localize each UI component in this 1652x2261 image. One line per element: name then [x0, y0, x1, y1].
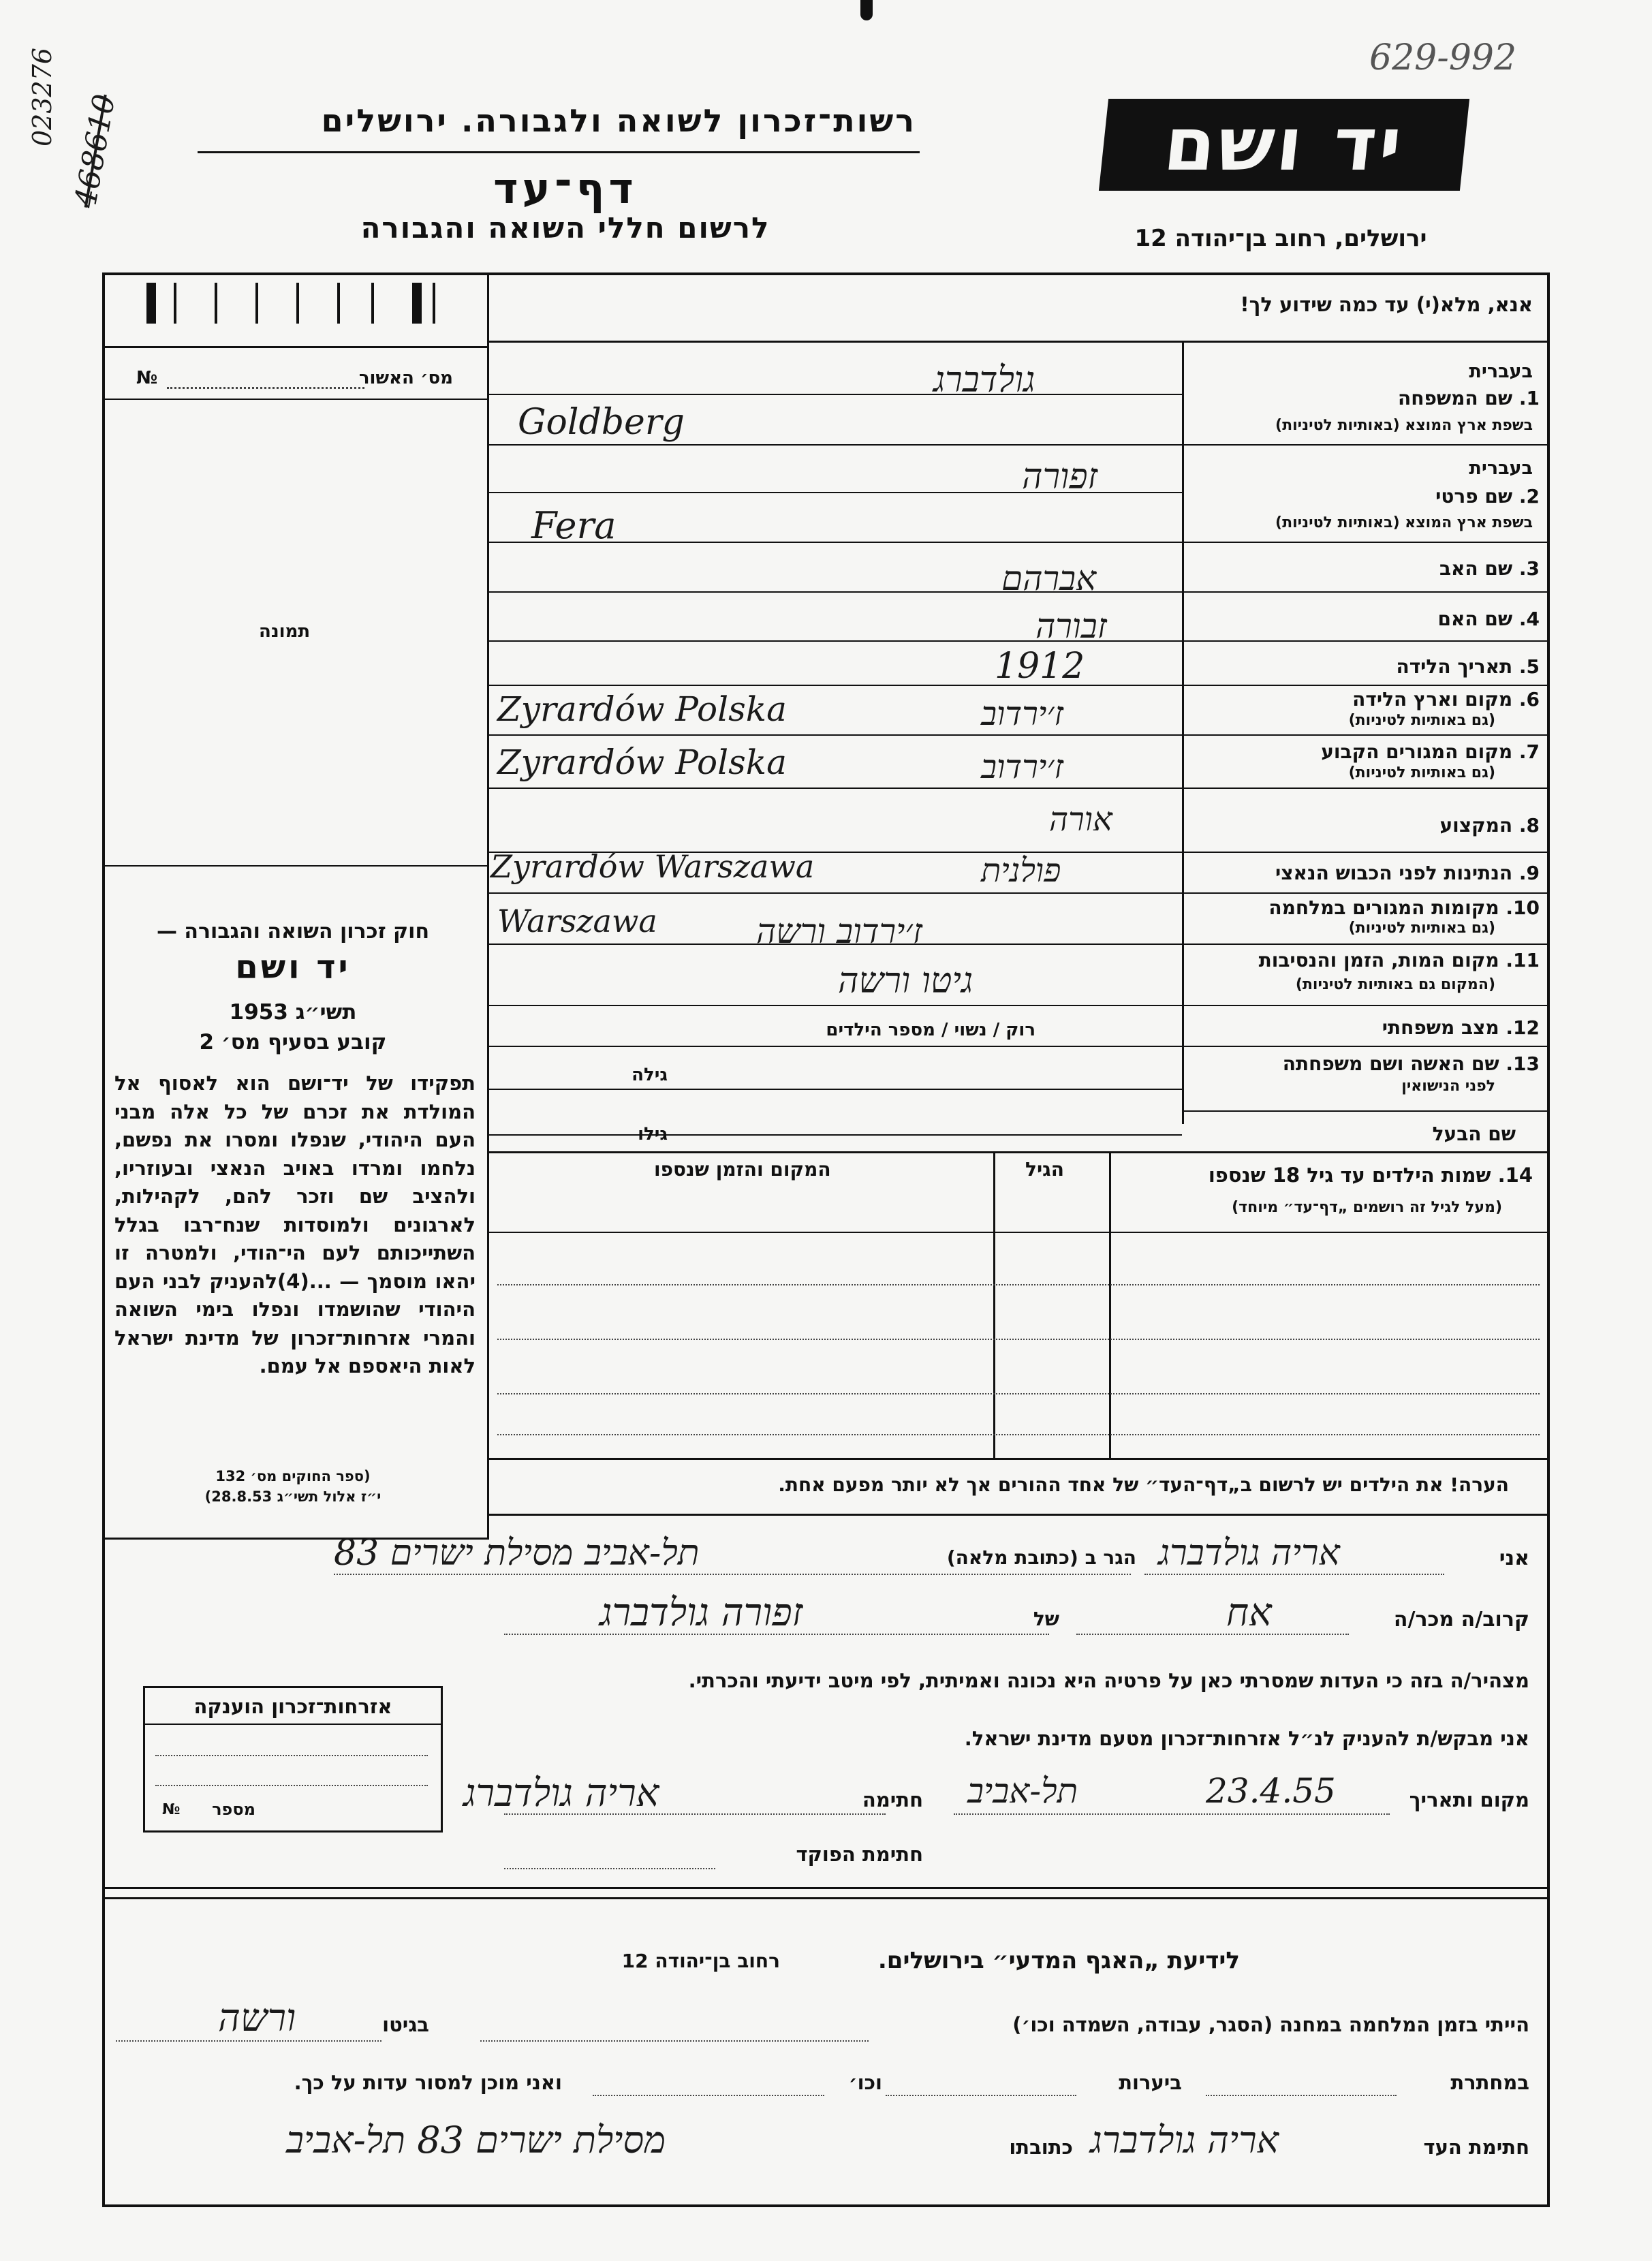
footer-sep-1: [102, 1887, 1550, 1889]
death-place-value[interactable]: גיטו ורשה: [838, 961, 973, 1001]
answer-line: [489, 1134, 1182, 1136]
father-value[interactable]: אברהם: [1001, 559, 1097, 598]
decl-line1-b: הגר ב (כתובת מלאה): [946, 1546, 1136, 1569]
birth-place-he-value[interactable]: ז׳ירדוב: [981, 695, 1063, 733]
item-5-label: 5. תאריך הלידה: [1396, 655, 1540, 678]
decl-line2-b: של: [1033, 1608, 1059, 1630]
citizenship-number-sign: №: [162, 1801, 181, 1818]
war-places2-he-value[interactable]: ז׳ירדוב ורשה: [756, 911, 922, 951]
signature-value[interactable]: אריה גולדברג: [463, 1771, 659, 1815]
row-sep: [1182, 685, 1550, 686]
stamp-bars: [146, 283, 446, 324]
children-header-line: [489, 1232, 1550, 1233]
answer-line: [489, 892, 1182, 894]
remark: הערה! את הילדים יש לרשום ב„דף־העד״ של אחד ההורים אך לא יותר מפעם אחת.: [778, 1473, 1509, 1496]
hiding-label: במחתרת: [1450, 2071, 1529, 2094]
decl-line1-a: אני: [1499, 1546, 1529, 1570]
ready-text: ואני מוכן למסור עדות על כך.: [294, 2071, 562, 2094]
surname-lat-value[interactable]: Goldberg: [518, 402, 685, 443]
children-col-div-2: [1109, 1151, 1111, 1458]
item-1-top: בעברית: [1469, 361, 1533, 382]
row-sep: [1182, 734, 1550, 736]
first-he-value[interactable]: זפורה: [1022, 456, 1098, 497]
husband-label: שם הבעל: [1432, 1123, 1516, 1145]
residence-he-value[interactable]: ז׳ירדוב: [981, 748, 1063, 786]
law-title: חוק זכרון השואה והגבורה —: [156, 920, 430, 944]
section-14-top: [489, 1151, 1550, 1153]
declarant-value[interactable]: אריה גולדברג: [1158, 1533, 1340, 1574]
children-col-div-1: [993, 1151, 995, 1458]
item-10-label: 10. מקומות המגורים במלחמה: [1268, 896, 1540, 919]
stamp-line: [102, 346, 489, 348]
marital-options: רוק / נשוי / מספר הילדים: [826, 1020, 1035, 1040]
date-value[interactable]: 23.4.55: [1206, 1771, 1336, 1811]
relation-field[interactable]: [1076, 1634, 1349, 1635]
camp-line: הייתי בזמן המלחמה במחנה (הסגר, עבודה, השמדה וכו׳): [1012, 2013, 1529, 2036]
page-subtitle: לרשום חללי השואה והגבורה: [360, 211, 770, 245]
item-1-sub: בשפת ארץ המוצא (באותיות לטיניות): [1275, 417, 1533, 434]
record-number: 629-992: [1369, 37, 1517, 78]
footer-title: לידיעת „האגף המדעי״ בירושלים.: [877, 1947, 1240, 1974]
corner-mark: [860, 0, 873, 20]
surname-he-value[interactable]: גולדברג: [933, 360, 1035, 401]
hiding-field[interactable]: [1206, 2095, 1397, 2096]
left-panel-divider: [487, 272, 489, 1540]
citizenship-line-2[interactable]: [155, 1785, 428, 1786]
row-sep: [1182, 1005, 1550, 1006]
ghetto-field[interactable]: [116, 2040, 381, 2042]
place-date-label: מקום ותאריך: [1409, 1788, 1529, 1811]
logo-text: יד ושם: [1159, 102, 1409, 187]
row-sep: [1182, 788, 1550, 789]
place-value[interactable]: תל-אביב: [967, 1771, 1078, 1811]
answer-line: [489, 444, 1182, 446]
children-col-age: הגיל: [1025, 1158, 1064, 1181]
item-11-label: 11. מקום המות, הזמן והנסיבות: [1258, 949, 1540, 971]
profession-value[interactable]: אורה: [1049, 800, 1112, 839]
place-date-field[interactable]: [954, 1813, 1390, 1815]
answer-line: [489, 394, 1182, 395]
item-13-label: 13. שם האשה ושם משפחתה: [1282, 1052, 1540, 1075]
birth-place-lat-value[interactable]: Zyrardów Polska: [497, 689, 787, 729]
children-row-4[interactable]: [497, 1434, 1540, 1435]
photo-label: תמונה: [259, 621, 311, 642]
birth-date-value[interactable]: 1912: [995, 646, 1085, 687]
remark-bottom: [489, 1514, 1550, 1516]
ghetto-label: בגיטו: [382, 2013, 429, 2036]
law-ref-1: (ספר החוקים מס׳ 132: [215, 1468, 371, 1484]
row-sep: [1182, 591, 1550, 593]
item-3-label: 3. שם האב: [1439, 557, 1540, 580]
war-places2-lat-value[interactable]: Warszawa: [497, 903, 657, 939]
etc-field[interactable]: [593, 2095, 824, 2096]
first-lat-value[interactable]: Fera: [531, 504, 617, 547]
item-7-label: 7. מקום המגורים הקבוע: [1321, 740, 1540, 763]
item-2-label: 2. שם פרטי: [1435, 485, 1540, 508]
photo-bottom: [102, 865, 489, 867]
row-sep: [1182, 852, 1550, 853]
declarant-field[interactable]: [1144, 1574, 1444, 1575]
ghetto-value[interactable]: ורשה: [218, 1996, 296, 2040]
form-intro: אנא, מלא(י) עד כמה שידוע לך!: [1240, 293, 1533, 316]
children-note: (מעל לגיל זה רושמים „דף־עד״ מיוחד): [1232, 1199, 1502, 1216]
witness-sig-label: חתימת העד: [1423, 2136, 1529, 2159]
decl-line2-a: קרוב/ה מכר/ה: [1393, 1608, 1529, 1632]
children-row-3[interactable]: [497, 1393, 1540, 1394]
logo: [1099, 99, 1469, 191]
law-name: יד ושם: [235, 948, 351, 986]
footer-address: רחוב בן־יהודה 12: [621, 1950, 780, 1972]
authority-underline: [198, 151, 920, 153]
camp-field[interactable]: [480, 2040, 869, 2042]
answer-line: [489, 1005, 1182, 1006]
nationality-value[interactable]: פולנית: [981, 852, 1061, 890]
address-value[interactable]: תל-אביב מסילת ישרים 83: [334, 1533, 700, 1574]
row-sep: [1182, 1046, 1550, 1047]
item-1-label: 1. שם המשפחה: [1398, 387, 1540, 409]
row-sep: [1182, 892, 1550, 894]
children-title: 14. שמות הילדים עד גיל 18 שנספו: [1208, 1164, 1533, 1187]
citizenship-title-line: [143, 1724, 443, 1725]
permit-no-label: מס׳ האשור: [358, 368, 453, 388]
footer-sep-2: [102, 1897, 1550, 1899]
answer-line: [489, 1046, 1182, 1047]
witness-addr-value[interactable]: מסילת ישרים 83 תל-אביב: [286, 2119, 666, 2162]
item-2-top: בעברית: [1469, 458, 1533, 479]
children-bottom: [489, 1458, 1550, 1460]
war-places-lat-value[interactable]: Zyrardów Warszawa: [490, 848, 815, 885]
item-13-sub: לפני הנישואין: [1401, 1078, 1495, 1095]
row-sep: [1182, 444, 1550, 446]
permit-underline: [102, 399, 489, 400]
relation-value[interactable]: אח: [1226, 1591, 1272, 1635]
item-9-label: 9. הנתינות לפני הכבוש הנאצי: [1275, 862, 1540, 884]
label-divider: [1182, 341, 1184, 1124]
item-11-sub: (המקום גם באותיות לטיניות): [1295, 976, 1495, 993]
witness-addr-label: כתובתו: [1009, 2136, 1073, 2159]
item-10-sub: (גם באותיות לטיניות): [1348, 920, 1495, 937]
page-title: דף־עד: [493, 163, 638, 213]
permit-no-field[interactable]: [167, 387, 364, 389]
forests-field[interactable]: [886, 2095, 1076, 2096]
decl-line3: מצהיר/ה בזה כי העדות שמסרתי כאן על פרטיה היא נכונה ואמיתית, לפי מיטב ידיעתי והכרתי.: [688, 1669, 1529, 1692]
residence-lat-value[interactable]: Zyrardów Polska: [497, 743, 787, 782]
citizenship-number-label: מספר: [212, 1800, 255, 1819]
row-sep: [1182, 944, 1550, 945]
item-7-sub: (גם באותיות לטיניות): [1348, 764, 1495, 781]
age-label-m: גילו: [638, 1124, 668, 1144]
citizenship-line-1[interactable]: [155, 1755, 428, 1756]
officer-label: חתימת הפוקד: [796, 1843, 923, 1866]
age-label-f: גילה: [632, 1065, 668, 1085]
archive-number: 023276: [27, 47, 57, 146]
officer-field[interactable]: [504, 1868, 715, 1869]
law-ref-2: י״ז אלול תשי״ג 28.8.53): [204, 1488, 381, 1505]
item-6-label: 6. מקום וארץ הלידה: [1352, 688, 1540, 711]
address-field[interactable]: [334, 1574, 1131, 1575]
mother-value[interactable]: זבורה: [1035, 606, 1107, 646]
answer-line: [489, 734, 1182, 736]
item-12-label: 12. מצב משפחתי: [1382, 1016, 1540, 1039]
etc-label: וכו׳: [848, 2071, 882, 2094]
forests-label: ביערות: [1119, 2071, 1182, 2094]
crossed-number: 468610: [68, 91, 123, 210]
item-8-label: 8. המקצוע: [1439, 814, 1540, 837]
row-sep: [1182, 640, 1550, 642]
row-sep: [1182, 1110, 1550, 1112]
relative-of-value[interactable]: זפורה גולדברג: [599, 1591, 803, 1635]
item-4-label: 4. שם האם: [1437, 608, 1540, 630]
answer-line: [489, 788, 1182, 789]
law-clause: קובע בסעיף מס׳ 2: [199, 1030, 387, 1055]
children-row-1[interactable]: [497, 1284, 1540, 1285]
citizenship-box-title: אזרחות־זכרון הוענקה: [193, 1695, 392, 1718]
children-col-place: המקום והזמן שנספו: [654, 1158, 831, 1181]
witness-name-value[interactable]: אריה גולדברג: [1090, 2119, 1279, 2162]
item-6-sub: (גם באותיות לטיניות): [1348, 712, 1495, 729]
row-sep: [1182, 542, 1550, 543]
decl-line4: אני מבקש/ת להעניק לנ״ל אזרחות־זכרון מטעם מדינת ישראל.: [964, 1727, 1529, 1750]
authority-title: רשות־זכרון לשואה ולגבורה. ירושלים: [321, 102, 916, 139]
law-text: תפקידו של יד־ושם הוא לאסוף אל המולדת את זכרם של כל אלה מבני העם היהודי, שנפלו ומסרו את נפשם, נלחמו ומרדו באויב הנאצי ובעוזריו, ולהציב שם וזכר להם, לקהילות, לארגונים ולמוסדות שנח־רבו בגלל השתייכותם לעם הי־הודי, ולמטרה זו יהאו מוסמך — ...(4)להעניק לבני העם היהודי שהושמדו ונפלו בימי השואה והמרי אזרחות־זכרון של מדינת ישראל לאות היאספם אל עמם.: [114, 1072, 476, 1377]
answer-line: [489, 1089, 1182, 1090]
header-address: ירושלים, רחוב בן־יהודה 12: [1134, 225, 1427, 252]
permit-no-sign: №: [136, 368, 158, 388]
intro-line: [487, 341, 1550, 343]
signature-label: חתימה: [862, 1788, 923, 1811]
law-year: תשי״ג 1953: [229, 1000, 357, 1025]
item-2-sub: בשפת ארץ המוצא (באותיות לטיניות): [1275, 514, 1533, 531]
children-row-2[interactable]: [497, 1339, 1540, 1340]
